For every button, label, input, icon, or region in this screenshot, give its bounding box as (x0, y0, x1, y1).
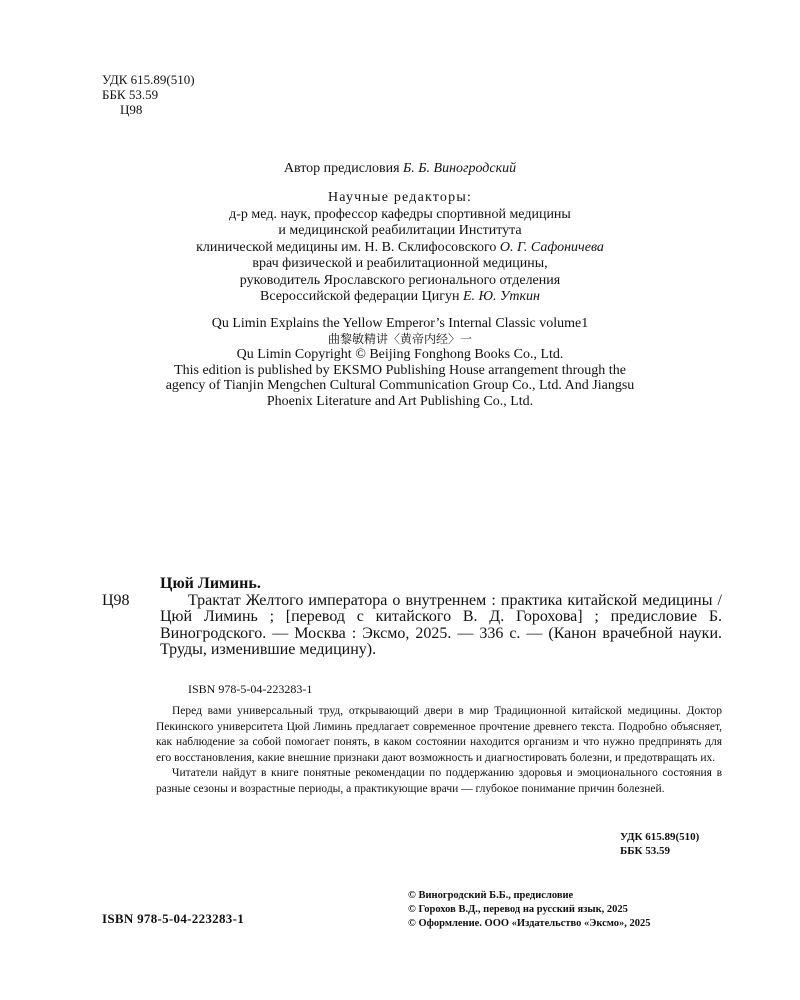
scientific-editors (60, 190, 740, 306)
classification-codes (102, 72, 195, 117)
editors-line: руководитель Ярославского регионального отделения (239, 272, 561, 288)
preface-author: Б. Б. Виногродский (403, 161, 517, 176)
copyright-line: © Горохов В.Д., перевод на русский язык, 2025 (408, 904, 628, 915)
record-class-code: Ц98 (102, 591, 130, 609)
annotation-paragraph: Перед вами универсальный труд, открывающий двери в мир Традиционной китайской медицины. Доктор Пекинского университета Цюй Лиминь предлагает современное прочтение древнего текста. Подробно объясняет, как наблюдение за собой помогает понять, в каком состоянии находится организм и что нужно предпринять для его восстановления, какие внешние признаки дают возможность и диагностировать болезни, и предотвращать их. (156, 705, 722, 764)
author-mark: Ц98 (120, 102, 143, 117)
copyright-line: © Оформление. ООО «Издательство «Эксмо», 2025 (408, 918, 651, 929)
preface-label: Автор предисловия (283, 161, 400, 176)
isbn-number: ISBN 978-5-04-223283-1 (102, 911, 245, 926)
bibliographic-record (102, 576, 722, 659)
annotation-paragraph: Читатели найдут в книге понятные рекомендации по поддержанию здоровья и эмоционального состояния в разные сезоны и возрастные периоды, а практикующие врачи — глубокое понимание причин болезней. (156, 767, 722, 795)
record-description: Трактат Желтого императора о внутреннем : практика китайской медицины / Цюй Лиминь ; [перевод с китайского В. Д. Горохова] ; предисловие Б. Виногродского. — Москва : Эксмо, 2025. — 336 с. — (Канон врачебной науки. Труды, изменившие медицину). (160, 591, 722, 658)
record-isbn: ISBN 978-5-04-223283-1 (188, 682, 313, 696)
rights-line: Phoenix Literature and Art Publishing Co., Ltd. (266, 393, 534, 409)
bbk-code: ББК 53.59 (102, 87, 159, 102)
editors-text: Всероссийской федерации Цигун (260, 289, 460, 304)
copyright-block (408, 889, 651, 931)
rights-notice (60, 316, 740, 409)
bottom-codes (620, 830, 699, 858)
editors-line: д-р мед. наук, профессор кафедры спортивной медицины (229, 206, 571, 222)
udk-code: УДК 615.89(510) (102, 72, 195, 87)
copyright-line: © Виногродский Б.Б., предисловие (408, 890, 574, 901)
rights-line: Qu Limin Explains the Yellow Emperor’s Internal Classic volume1 (211, 316, 589, 331)
editors-line: и медицинской реабилитации Института (278, 223, 522, 238)
rights-line: agency of Tianjin Mengchen Cultural Communication Group Co., Ltd. And Jiangsu (165, 378, 635, 393)
udk-code: УДК 615.89(510) (620, 831, 700, 843)
editor-name: О. Г. Сафоничева (499, 239, 604, 255)
editor-name: Е. Ю. Уткин (462, 289, 540, 304)
rights-chinese-title: 曲黎敏精讲〈黄帝内经〉一 (327, 331, 472, 346)
rights-line: Qu Limin Copyright © Beijing Fonghong Books Co., Ltd. (236, 347, 564, 362)
editors-line (60, 289, 740, 306)
editors-heading: Научные редакторы: (327, 190, 473, 205)
annotation (156, 704, 722, 797)
preface-credit (60, 161, 740, 177)
record-author: Цюй Лиминь. (160, 575, 261, 592)
editors-text: клинической медицины им. Н. В. Склифосовского (196, 239, 497, 255)
editors-line (60, 240, 740, 257)
editors-line: врач физической и реабилитационной медицины, (252, 256, 548, 271)
bbk-code: ББК 53.59 (620, 845, 671, 857)
rights-line: This edition is published by EKSMO Publishing House arrangement through the (174, 362, 626, 378)
